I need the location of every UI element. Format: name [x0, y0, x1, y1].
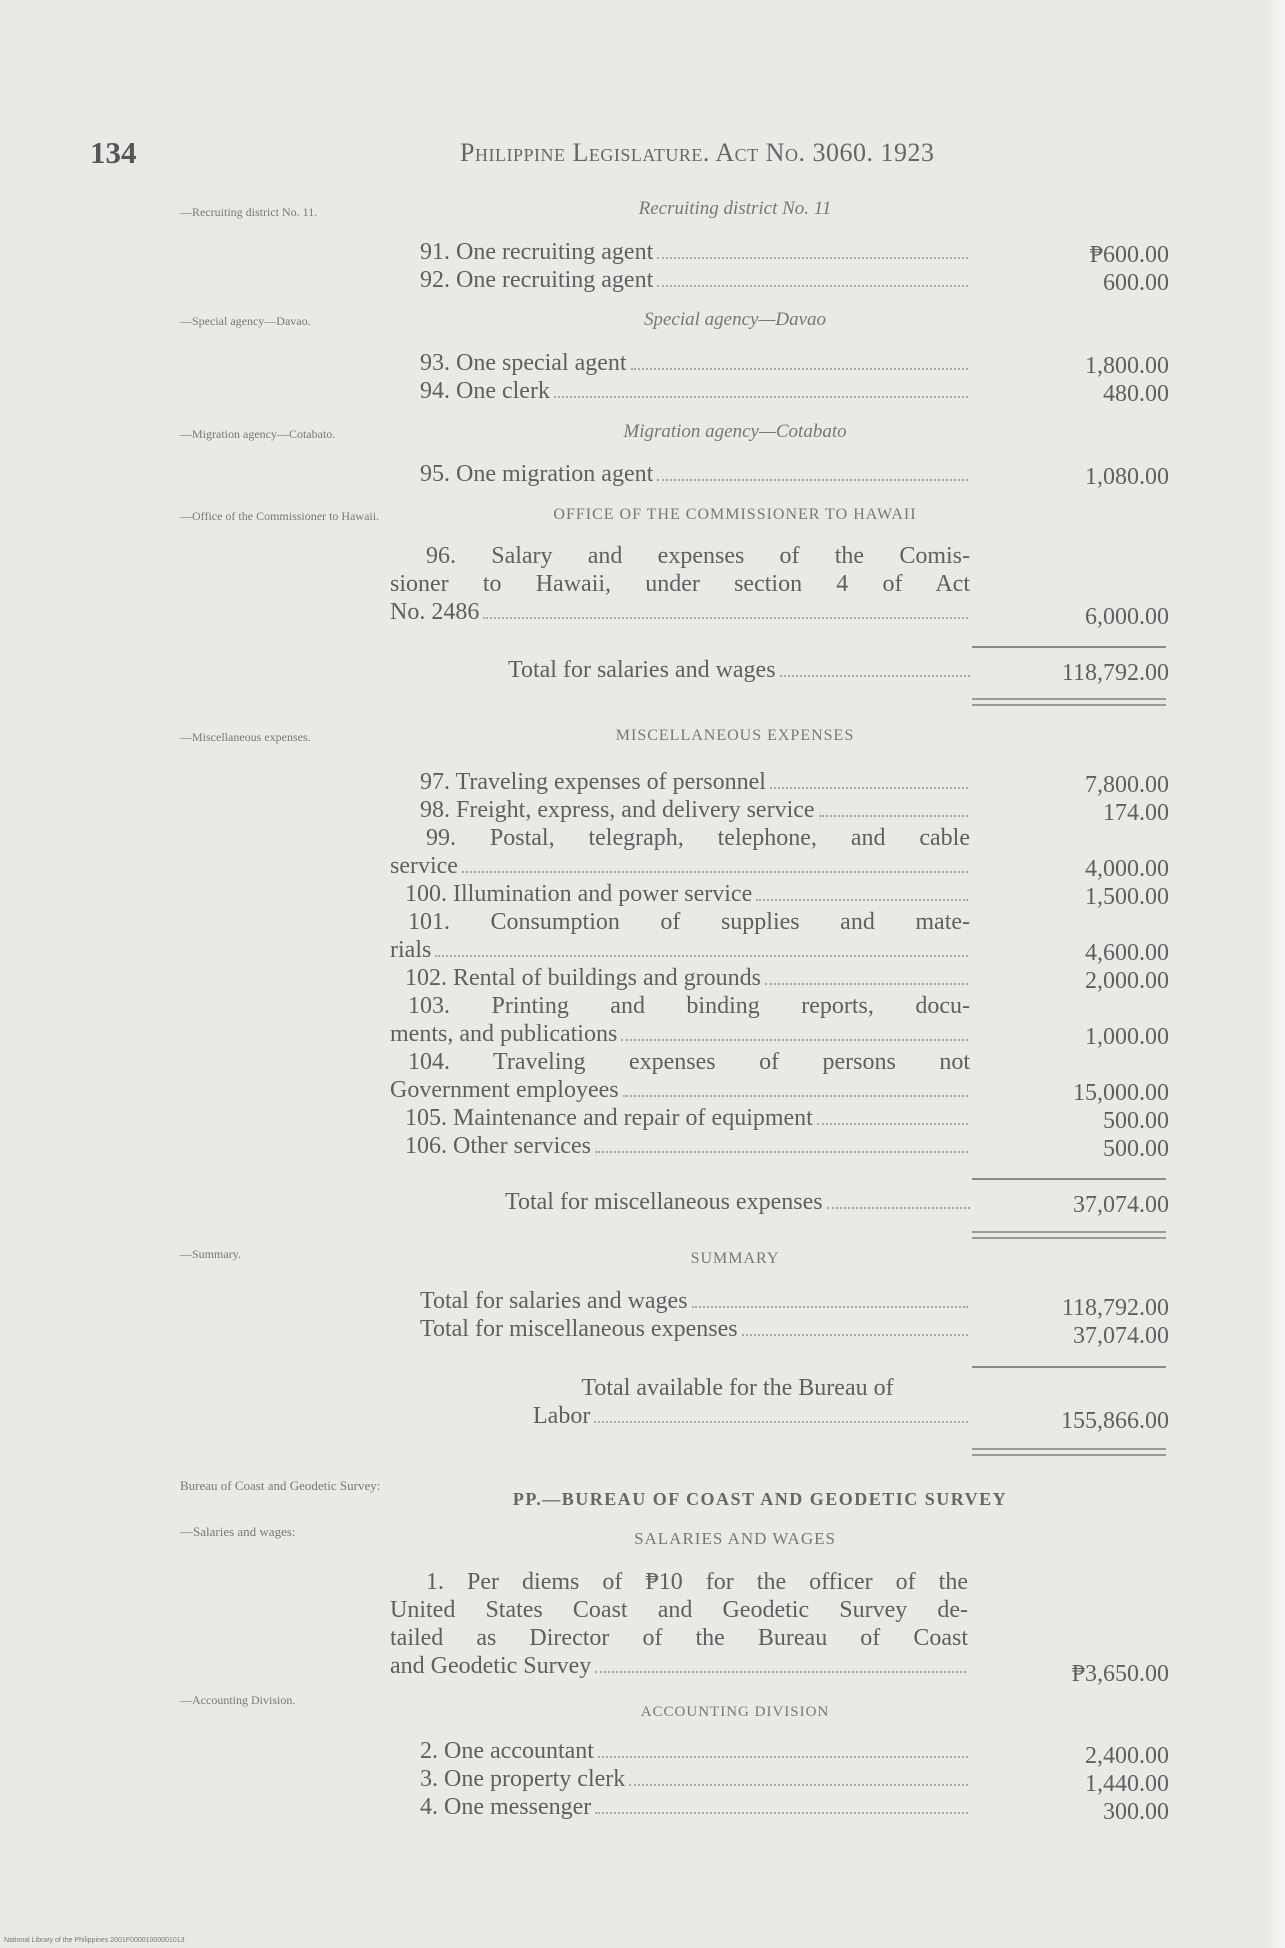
- amount-98: 174.00: [1103, 800, 1169, 826]
- item-93: 93. One special agent: [420, 349, 970, 377]
- item-96: 96. Salary and expenses of the Comis- sioner to Hawaii, under section 4 of Act No. 2486: [390, 543, 970, 625]
- amount-coast-3: 1,440.00: [1085, 1771, 1169, 1797]
- amount-96: 6,000.00: [1085, 604, 1169, 630]
- rule: [972, 1366, 1166, 1368]
- double-rule: [972, 698, 1166, 700]
- heading-misc: MISCELLANEOUS EXPENSES: [615, 727, 855, 744]
- amount-104: 15,000.00: [1073, 1080, 1169, 1106]
- double-rule: [972, 1231, 1166, 1233]
- scan-footer: National Library of the Philippines 2001F00001000001013: [4, 1937, 185, 1944]
- heading-accounting: ACCOUNTING DIVISION: [640, 1704, 830, 1720]
- amount-summary-misc: 37,074.00: [1073, 1323, 1169, 1349]
- item-100: 100. Illumination and power service: [405, 880, 970, 908]
- heading-coast: PP.—BUREAU OF COAST AND GEODETIC SURVEY: [512, 1489, 1008, 1509]
- amount-101: 4,600.00: [1085, 940, 1169, 966]
- double-rule: [972, 1454, 1166, 1456]
- margin-note-coast: Bureau of Coast and Geodetic Survey:: [180, 1478, 381, 1493]
- heading-cotabato: Migration agency—Cotabato: [623, 421, 847, 442]
- amount-total-available: 155,866.00: [1061, 1408, 1169, 1434]
- amount-coast-4: 300.00: [1103, 1799, 1169, 1825]
- item-106: 106. Other services: [405, 1132, 970, 1160]
- heading-davao: Special agency—Davao: [643, 309, 827, 330]
- item-91: 91. One recruiting agent: [420, 238, 970, 266]
- amount-99: 4,000.00: [1085, 856, 1169, 882]
- amount-97: 7,800.00: [1085, 772, 1169, 798]
- double-rule: [972, 1448, 1166, 1450]
- margin-note-cotabato: —Migration agency—Cotabato.: [180, 427, 336, 441]
- item-coast-1: 1. Per diems of ₱10 for the officer of the United States Coast and Geodetic Survey de- tailed as Director of the Bureau of Coast and Geodetic Survey: [390, 1569, 968, 1679]
- heading-summary: SUMMARY: [690, 1250, 780, 1267]
- heading-recruiting: Recruiting district No. 11: [638, 198, 832, 219]
- item-105: 105. Maintenance and repair of equipment: [405, 1104, 970, 1132]
- rule: [972, 1178, 1166, 1180]
- item-coast-4: 4. One messenger: [420, 1793, 970, 1821]
- item-94: 94. One clerk: [420, 377, 970, 405]
- amount-106: 500.00: [1103, 1136, 1169, 1162]
- item-97: 97. Traveling expenses of personnel: [420, 768, 970, 796]
- summary-misc: Total for miscellaneous expenses: [420, 1315, 970, 1343]
- margin-note-accounting: —Accounting Division.: [180, 1693, 296, 1707]
- margin-note-coast-salaries: —Salaries and wages:: [180, 1524, 296, 1539]
- summary-salaries: Total for salaries and wages: [420, 1287, 970, 1315]
- scan-edge: [1267, 0, 1285, 1948]
- amount-103: 1,000.00: [1085, 1024, 1169, 1050]
- total-available: Total available for the Bureau of Labor: [505, 1374, 970, 1430]
- item-104: 104. Traveling expenses of persons not Government employees: [390, 1049, 970, 1103]
- total-misc: Total for miscellaneous expenses: [505, 1188, 972, 1216]
- double-rule: [972, 1237, 1166, 1239]
- margin-note-misc: —Miscellaneous expenses.: [180, 730, 311, 744]
- item-98: 98. Freight, express, and delivery service: [420, 796, 970, 824]
- amount-102: 2,000.00: [1085, 968, 1169, 994]
- running-head: Philippine Legislature. Act No. 3060. 1923: [460, 138, 935, 167]
- amount-105: 500.00: [1103, 1108, 1169, 1134]
- amount-94: 480.00: [1103, 381, 1169, 407]
- margin-note-summary: —Summary.: [180, 1247, 241, 1261]
- double-rule: [972, 704, 1166, 706]
- item-95: 95. One migration agent: [420, 460, 970, 488]
- item-103: 103. Printing and binding reports, docu- ments, and publications: [390, 993, 970, 1047]
- margin-note-recruiting: —Recruiting district No. 11.: [180, 205, 318, 219]
- amount-95: 1,080.00: [1085, 464, 1169, 490]
- item-101: 101. Consumption of supplies and mate- rials: [390, 909, 970, 963]
- margin-note-davao: —Special agency—Davao.: [180, 314, 311, 328]
- margin-note-hawaii: —Office of the Commissioner to Hawaii.: [180, 509, 380, 523]
- amount-coast-2: 2,400.00: [1085, 1743, 1169, 1769]
- amount-91: ₱600.00: [1089, 242, 1169, 268]
- amount-100: 1,500.00: [1085, 884, 1169, 910]
- item-102: 102. Rental of buildings and grounds: [405, 964, 970, 992]
- heading-hawaii: OFFICE OF THE COMMISSIONER TO HAWAII: [553, 506, 917, 523]
- item-92: 92. One recruiting agent: [420, 266, 970, 294]
- page-number: 134: [90, 135, 137, 170]
- amount-93: 1,800.00: [1085, 353, 1169, 379]
- total-salaries: Total for salaries and wages: [508, 656, 972, 684]
- amount-total-misc: 37,074.00: [1073, 1192, 1169, 1218]
- item-99: 99. Postal, telegraph, telephone, and cable service: [390, 825, 970, 879]
- heading-coast-salaries: SALARIES AND WAGES: [634, 1529, 836, 1548]
- rule: [972, 646, 1166, 648]
- amount-92: 600.00: [1103, 270, 1169, 296]
- amount-coast-1: ₱3,650.00: [1071, 1661, 1169, 1687]
- amount-total-salaries: 118,792.00: [1061, 660, 1169, 686]
- item-coast-3: 3. One property clerk: [420, 1765, 970, 1793]
- item-coast-2: 2. One accountant: [420, 1737, 970, 1765]
- amount-summary-salaries: 118,792.00: [1061, 1295, 1169, 1321]
